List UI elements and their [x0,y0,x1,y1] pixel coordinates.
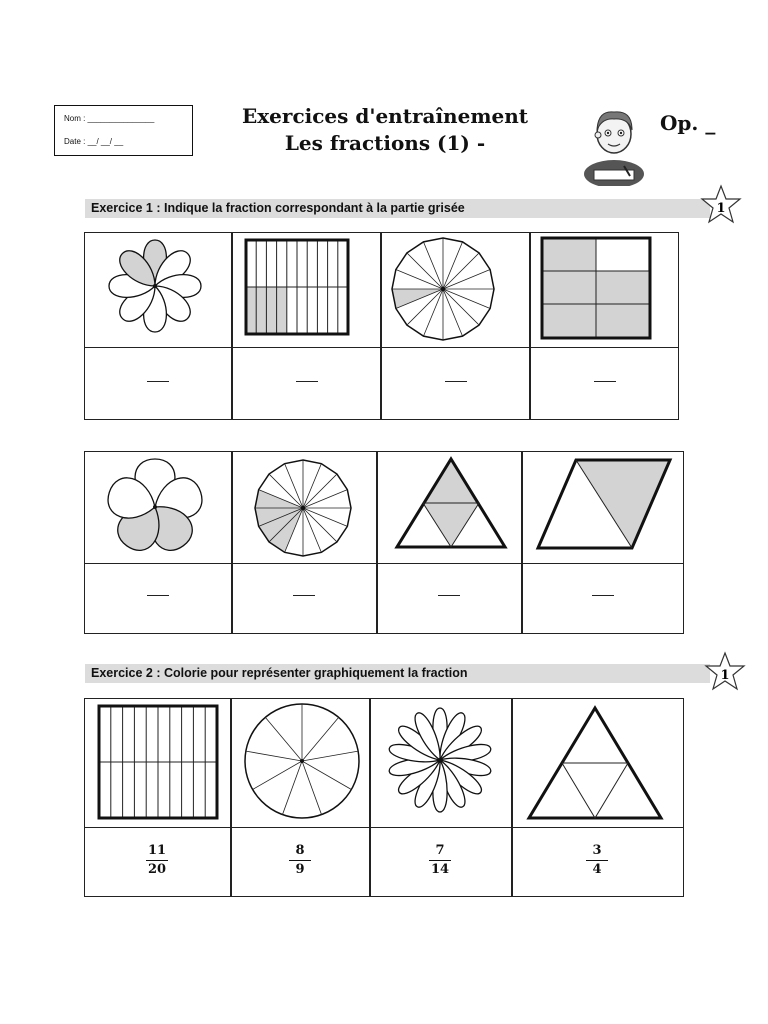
fraction-4-denominator: 4 [592,862,602,877]
title-line-1: Exercices d'entraînement [242,104,528,128]
grid-20-blank-shape [96,703,222,821]
answer-line [594,381,616,382]
ex1-answer-cell-3[interactable] [381,347,530,420]
flower-5-petals-shape [100,455,210,559]
fraction-3-denominator: 14 [430,862,450,877]
op-label: Op. _ [660,111,716,135]
answer-line [147,381,169,382]
circle-16-sectors-shape-2 [250,458,356,558]
fraction-4 [577,843,617,878]
answer-line [296,381,318,382]
star-number: 1 [716,201,726,216]
flower-8-petals-shape [102,238,208,338]
star-icon [704,651,746,691]
answer-line [147,595,169,596]
ex1-answer-cell-8[interactable] [522,563,684,634]
answer-line [293,595,315,596]
circle-16-sectors-shape [389,236,497,342]
answer-line [592,595,614,596]
ex1-answer-cell-7[interactable] [377,563,522,634]
fraction-1-numerator: 11 [147,843,167,858]
fraction-4-numerator: 3 [592,843,602,858]
ex1-answer-cell-1[interactable] [84,347,232,420]
flower-14-petals-shape [382,704,502,818]
parallelogram-shape [534,456,674,554]
fraction-1 [137,843,177,878]
fraction-1-denominator: 20 [147,862,167,877]
exercise2-instruction: Exercice 2 : Colorie pour représenter graphiquement la fraction [85,664,710,683]
fraction-3-numerator: 7 [435,843,445,858]
circle-9-sectors-shape [241,702,363,820]
star-number: 1 [720,668,730,683]
ex1-answer-cell-4[interactable] [530,347,679,420]
nom-label: Nom : _______________ [64,114,155,123]
star-icon [700,184,742,224]
answer-line [445,381,467,382]
exercise1-instruction: Exercice 1 : Indique la fraction correspondant à la partie grisée [85,199,710,218]
fraction-2-denominator: 9 [295,862,305,877]
ex1-answer-cell-6[interactable] [232,563,377,634]
ex1-answer-cell-5[interactable] [84,563,232,634]
ex1-answer-cell-2[interactable] [232,347,381,420]
fraction-2 [280,843,320,878]
grid-20-shape [244,238,350,336]
triangle-4-parts-blank-shape [525,704,665,824]
name-date-box [54,105,193,156]
date-label: Date : __/ __/ __ [64,137,124,146]
fraction-3 [420,843,460,878]
grid-6-shape [540,236,652,340]
page-title [200,103,570,157]
answer-line [438,595,460,596]
student-illustration [578,104,650,186]
fraction-2-numerator: 8 [295,843,305,858]
title-line-2: Les fractions (1) - [284,131,486,155]
triangle-4-parts-shape [393,455,509,553]
